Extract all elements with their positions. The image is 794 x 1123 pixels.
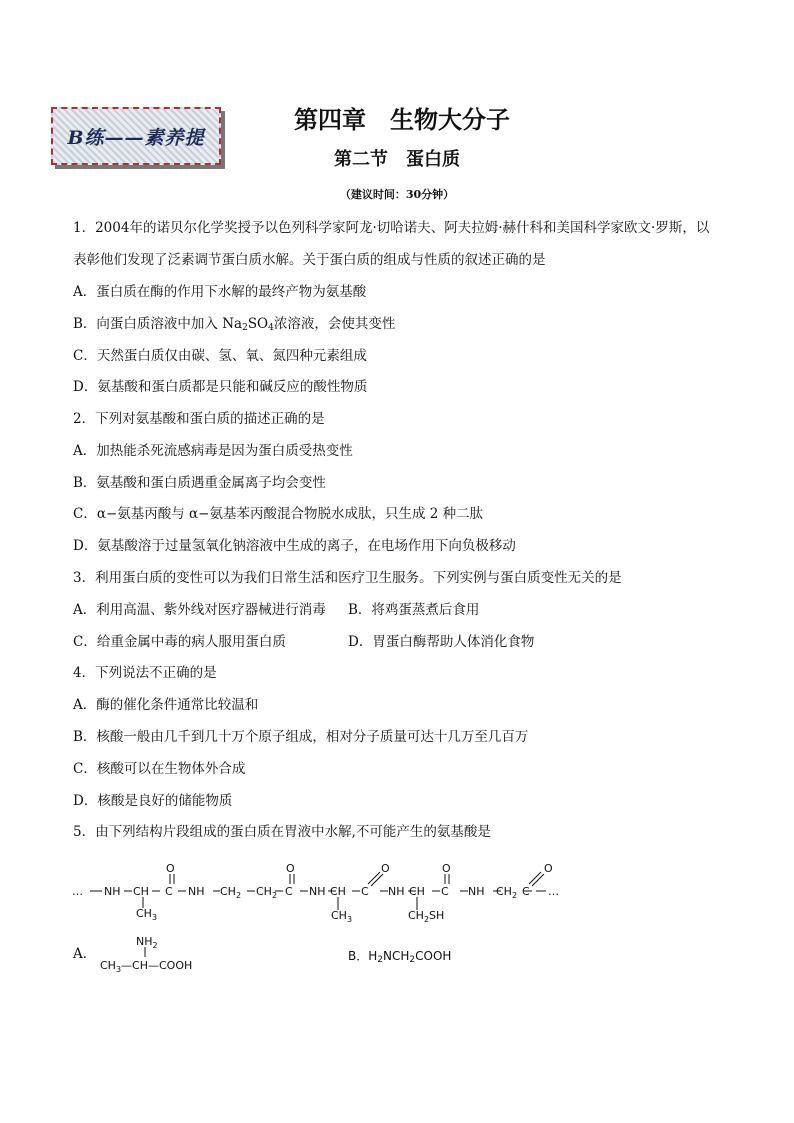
q2-stem: 2．下列对氨基酸和蛋白质的描述正确的是 xyxy=(73,411,325,427)
q3-option-b: B．将鸡蛋蒸煮后食用 xyxy=(348,602,480,618)
q5-option-a-label: A． xyxy=(73,946,97,962)
c-2: C xyxy=(285,885,293,898)
ch3-2-main: CH xyxy=(331,909,347,922)
a-nh2 xyxy=(136,935,158,950)
q4-option-c: C．核酸可以在生物体外合成 xyxy=(73,761,246,777)
ch-1: CH xyxy=(133,885,149,898)
ch2sh-sub: 2 xyxy=(423,915,430,924)
a-tail: —CH—COOH xyxy=(121,959,193,972)
q5-option-a-structure xyxy=(96,932,236,976)
suggested-time: （建议时间：30分钟） xyxy=(339,188,455,201)
c-5: C xyxy=(522,885,530,898)
nh-1: NH xyxy=(104,885,121,898)
ch2-1-main: CH xyxy=(220,885,236,898)
ch2sh xyxy=(408,909,444,924)
ch3-2 xyxy=(331,909,352,924)
a-main xyxy=(100,959,192,974)
c-4: C xyxy=(441,885,449,898)
badge-text: B练——素养提 xyxy=(67,126,205,149)
sh: SH xyxy=(429,909,445,922)
q5-stem: 5．由下列结构片段组成的蛋白质在胃液中水解,不可能产生的氨基酸是 xyxy=(73,824,491,840)
ch2-1 xyxy=(220,885,241,900)
ch-2: CH xyxy=(330,885,346,898)
ch2-3 xyxy=(496,885,517,900)
ch-3: CH xyxy=(409,885,425,898)
nh-2: NH xyxy=(188,885,205,898)
q1-option-c: C．天然蛋白质仅由碳、氢、氧、氮四种元素组成 xyxy=(73,348,367,364)
chapter-title: 第四章 生物大分子 xyxy=(294,106,510,134)
q5-b-post: COOH xyxy=(415,949,452,963)
q5-b-pre: B．H xyxy=(348,949,378,963)
ch3-1-sub: 3 xyxy=(151,913,158,922)
c-3: C xyxy=(361,885,369,898)
a-ch3-sub: 3 xyxy=(115,965,122,974)
a-nh2-sub: 2 xyxy=(152,941,158,950)
trail-dots: … xyxy=(548,885,559,898)
q2-option-d: D．氨基酸溶于过量氢氧化钠溶液中生成的离子，在电场作用下向负极移动 xyxy=(73,538,516,554)
o-4: O xyxy=(442,862,451,875)
q1-option-b xyxy=(73,315,395,337)
ch3-1-main: CH xyxy=(136,907,152,920)
q2-option-c: C．α−氨基丙酸与 α−氨基苯丙酸混合物脱水成肽，只生成 2 种二肽 xyxy=(73,506,484,522)
q3-option-c: C．给重金属中毒的病人服用蛋白质 xyxy=(73,634,286,650)
q2-option-a: A．加热能杀死流感病毒是因为蛋白质受热变性 xyxy=(73,443,353,459)
ch3-1 xyxy=(136,907,157,922)
q5-option-b xyxy=(348,947,451,969)
structure-labels xyxy=(72,862,559,924)
q1-b-sub2: 4 xyxy=(268,323,274,333)
q1-b-pre: B．向蛋白质溶液中加入 Na xyxy=(73,316,243,332)
o-3: O xyxy=(381,862,390,875)
ch2-2-main: CH xyxy=(256,885,272,898)
q1-option-d: D．氨基酸和蛋白质都是只能和碱反应的酸性物质 xyxy=(73,379,368,395)
q4-option-b: B．核酸一般由几千到几十万个原子组成，相对分子质量可达十几万至几百万 xyxy=(73,729,529,745)
a-ch3-main: CH xyxy=(100,959,116,972)
ch2-1-sub: 2 xyxy=(235,891,242,900)
q3-option-d: D．胃蛋白酶帮助人体消化食物 xyxy=(348,634,535,650)
ch2-2-sub: 2 xyxy=(271,891,278,900)
ch2sh-main: CH xyxy=(408,909,424,922)
ch2-3-sub: 2 xyxy=(511,891,518,900)
ch2-3-main: CH xyxy=(496,885,512,898)
q1-stem-line1: 1．2004年的诺贝尔化学奖授予以色列科学家阿龙·切哈诺夫、阿夫拉姆·赫什科和美国科学家欧文·罗斯，以 xyxy=(73,220,710,236)
o-2: O xyxy=(286,862,295,875)
q1-b-sub1: 2 xyxy=(242,323,248,333)
q4-stem: 4．下列说法不正确的是 xyxy=(73,665,217,681)
ch2-2 xyxy=(256,885,277,900)
o-5: O xyxy=(544,862,553,875)
q4-option-a: A．酶的催化条件通常比较温和 xyxy=(73,697,259,713)
q1-option-a: A．蛋白质在酶的作用下水解的最终产物为氨基酸 xyxy=(73,284,367,300)
o-1: O xyxy=(166,862,175,875)
nh-3: NH xyxy=(309,885,326,898)
ch3-2-sub: 3 xyxy=(346,915,353,924)
c-1: C xyxy=(165,885,173,898)
q5-b-sub1: 2 xyxy=(377,955,383,965)
q1-b-post: 浓溶液，会使其变性 xyxy=(273,316,396,332)
q5-b-sub2: 2 xyxy=(409,955,416,965)
q5-b-mid: NCH xyxy=(383,949,410,963)
q3-option-a: A．利用高温、紫外线对医疗器械进行消毒 xyxy=(73,602,326,618)
nh-5: NH xyxy=(468,885,485,898)
q3-stem: 3．利用蛋白质的变性可以为我们日常生活和医疗卫生服务。下列实例与蛋白质变性无关的是 xyxy=(73,570,622,586)
q1-stem-line2: 表彰他们发现了泛素调节蛋白质水解。关于蛋白质的组成与性质的叙述正确的是 xyxy=(73,252,546,268)
q4-option-d: D．核酸是良好的储能物质 xyxy=(73,793,233,809)
q2-option-b: B．氨基酸和蛋白质遇重金属离子均会变性 xyxy=(73,475,326,491)
lead-dots: … xyxy=(72,885,83,898)
a-nh2-main: NH xyxy=(136,935,153,948)
peptide-structure-diagram xyxy=(70,855,570,935)
nh-4: NH xyxy=(388,885,405,898)
section-title: 第二节 蛋白质 xyxy=(334,149,460,170)
q1-b-mid: SO xyxy=(247,316,269,332)
